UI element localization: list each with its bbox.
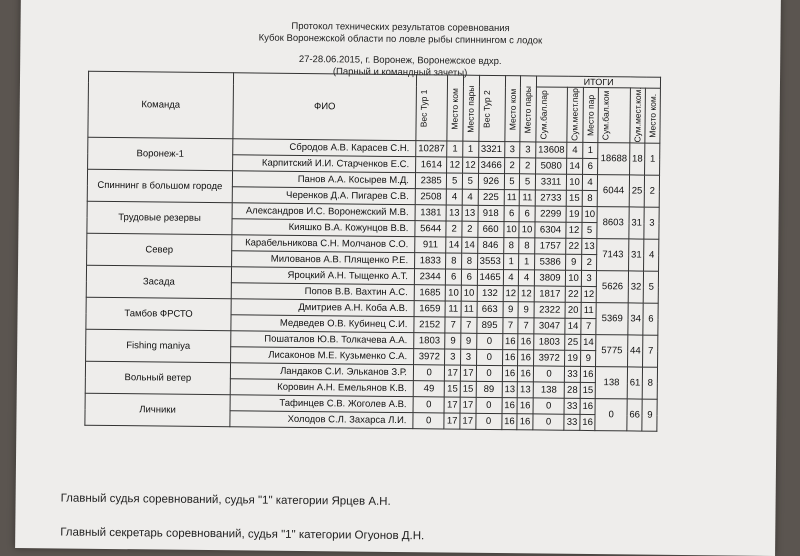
result-cell: 6 [446,269,462,285]
results-table [84,71,661,432]
team-total-cell: 2 [645,175,660,207]
result-cell: 13 [502,382,518,398]
team-name: Тамбов ФРСТО [86,297,231,331]
team-name: Личники [85,393,230,427]
result-cell: 5 [504,174,520,190]
col-header: Сум.бал.пар [538,89,549,140]
result-cell: 11 [445,301,461,317]
result-cell: 918 [478,205,504,221]
result-cell: 2299 [535,206,567,222]
result-cell: 9 [580,350,596,366]
pair-names: Панов А.А. Косырев М.Д. [232,171,415,189]
result-cell: 0 [533,414,565,430]
result-cell: 6 [519,206,535,222]
result-cell: 1 [447,141,463,157]
col-header: Место ком [507,87,518,130]
result-cell: 10 [504,222,520,238]
team-total-cell: 34 [628,303,644,335]
result-cell: 1803 [534,334,566,350]
team-total-cell: 66 [627,399,643,431]
results-body [85,137,660,431]
result-cell: 1803 [414,333,446,349]
result-cell: 2 [462,221,478,237]
col-header: Сум.мест.пар [569,88,581,142]
result-cell: 16 [502,398,518,414]
result-cell: 12 [463,157,479,173]
result-cell: 8 [446,253,462,269]
team-total-cell: 32 [628,271,644,303]
result-cell: 3311 [535,174,567,190]
result-cell: 8 [519,238,535,254]
col-header: Вес Тур 2 [481,89,492,128]
result-cell: 3809 [534,270,566,286]
result-cell: 1817 [534,286,566,302]
result-cell: 33 [564,398,580,414]
team-total-cell: 138 [596,367,628,399]
result-cell: 16 [502,414,518,430]
result-cell: 7 [503,318,519,334]
team-name: Вольный ветер [85,361,230,395]
result-cell: 3553 [477,253,503,269]
result-cell: 22 [565,286,581,302]
result-cell: 12 [566,222,582,238]
result-cell: 4 [519,270,535,286]
doc-date-place: 27-28.06.2015, г. Воронеж, Воронежское вдхр. [298,53,502,68]
result-cell: 14 [462,237,478,253]
result-cell: 7 [461,317,477,333]
result-cell: 17 [444,413,460,429]
result-cell: 5 [462,173,478,189]
result-cell: 3047 [534,318,566,334]
team-total-cell: 31 [628,239,644,271]
secretary-signature-line: Главный секретарь соревнований, судья "1" категории Огуонов Д.Н. [60,526,425,543]
result-cell: 15 [460,381,476,397]
result-cell: 1 [519,254,535,270]
pair-names: Ландаков С.И. Эльканов З.Р. [230,363,413,381]
result-cell: 16 [502,334,518,350]
result-cell: 1659 [414,301,446,317]
result-cell: 13608 [536,142,568,158]
result-cell: 911 [415,237,447,253]
col-header: Место ком [449,87,461,129]
result-cell: 11 [461,301,477,317]
result-cell: 926 [478,173,504,189]
team-total-cell: 5369 [596,303,628,335]
team-total-cell: 7 [643,335,658,367]
col-header: Место пары [465,84,476,132]
result-cell: 16 [518,350,534,366]
pair-names: Коровин А.Н. Емельянов К.В. [230,379,413,397]
pair-names: Сбродов А.В. Карасев С.Н. [233,139,416,157]
pair-names: Черенков Д.А. Пигарев С.В. [232,187,415,205]
col-header: Вес Тур 1 [418,88,429,127]
result-cell: 28 [564,382,580,398]
result-cell: 5386 [534,254,566,270]
result-cell: 15 [566,190,582,206]
result-cell: 4 [582,174,598,190]
result-cell: 17 [460,397,476,413]
col-team-header: Команда [88,71,234,139]
team-total-cell: 6 [643,303,658,335]
result-cell: 19 [566,206,582,222]
col-header: Сум.бал.ком [600,90,612,141]
result-cell: 2 [504,158,520,174]
team-total-cell: 31 [629,207,645,239]
team-total-cell: 1 [645,143,660,175]
result-cell: 9 [503,302,519,318]
team-total-cell: 44 [627,335,643,367]
col-header: Место пар [585,94,596,136]
result-cell: 1 [503,254,519,270]
result-cell: 3972 [414,349,446,365]
result-cell: 33 [564,414,580,430]
team-total-cell: 18688 [598,143,630,175]
judge-signature-line: Главный судья соревнований, судья "1" категории Ярцев А.Н. [60,492,391,508]
document-page [15,0,781,556]
team-total-cell: 3 [644,207,659,239]
result-cell: 49 [413,381,445,397]
result-cell: 3 [445,349,461,365]
result-cell: 8 [462,253,478,269]
result-cell: 9 [566,254,582,270]
result-cell: 11 [519,190,535,206]
result-cell: 16 [517,398,533,414]
team-total-cell: 5 [644,271,659,303]
result-cell: 12 [503,286,519,302]
result-cell: 3972 [533,350,565,366]
result-cell: 11 [504,190,520,206]
result-cell: 2152 [414,317,446,333]
result-cell: 8 [503,238,519,254]
result-cell: 10 [567,174,583,190]
result-cell: 2344 [414,269,446,285]
pair-names: Кияшко В.А. Кожунцов В.В. [232,219,415,237]
result-cell: 0 [413,397,445,413]
result-cell: 33 [565,366,581,382]
doc-note: (Парный и командный зачеты) [332,66,468,79]
result-cell: 0 [533,398,565,414]
result-cell: 10 [446,285,462,301]
team-name: Трудовые резервы [87,201,232,235]
result-cell: 5 [582,222,598,238]
result-cell: 19 [565,350,581,366]
pair-names: Лисаконов М.Е. Кузьменко С.А. [231,347,414,365]
result-cell: 846 [477,237,503,253]
result-cell: 5080 [535,158,567,174]
col-header: Место пары [522,85,534,133]
result-cell: 7 [581,318,597,334]
result-cell: 89 [476,381,502,397]
pair-names: Яроцкий А.Н. Тыщенко А.Т. [231,267,414,285]
result-cell: 17 [445,365,461,381]
itogi-header: ИТОГИ [536,76,661,88]
result-cell: 12 [518,286,534,302]
pair-names: Тафинцев С.В. Жоголев А.В. [230,395,413,413]
result-cell: 0 [476,365,502,381]
pair-names: Дмитриев А.Н. Коба А.В. [231,299,414,317]
result-cell: 1833 [415,253,447,269]
result-cell: 3466 [478,157,504,173]
result-cell: 16 [502,350,518,366]
result-cell: 1757 [535,238,567,254]
result-cell: 2385 [415,173,447,189]
result-cell: 17 [460,413,476,429]
result-cell: 7 [518,318,534,334]
result-cell: 1 [463,141,479,157]
result-cell: 16 [518,366,534,382]
result-cell: 17 [444,397,460,413]
team-total-cell: 5775 [596,335,628,367]
doc-subtitle: Кубок Воронежской области по ловле рыбы спиннингом с лодок [258,32,543,47]
result-cell: 3 [461,349,477,365]
result-cell: 138 [533,382,565,398]
result-cell: 225 [478,189,504,205]
team-total-cell: 8 [643,367,658,399]
col-header: Место ком. [647,93,659,138]
result-cell: 25 [565,334,581,350]
result-cell: 0 [533,366,565,382]
result-cell: 0 [413,365,445,381]
result-cell: 895 [476,317,502,333]
result-cell: 2 [520,158,536,174]
pair-names: Милованов А.В. Плященко Р.Е. [232,251,415,269]
team-total-cell: 18 [629,143,645,175]
result-cell: 6 [582,158,598,174]
result-cell: 132 [477,285,503,301]
result-cell: 10 [582,206,598,222]
result-cell: 10287 [416,141,448,157]
team-name: Засада [86,265,231,299]
result-cell: 3 [504,142,520,158]
result-cell: 8 [582,190,598,206]
team-total-cell: 9 [642,399,657,431]
result-cell: 16 [518,334,534,350]
result-cell: 13 [462,205,478,221]
result-cell: 0 [476,349,502,365]
result-cell: 6304 [535,222,567,238]
result-cell: 2508 [415,189,447,205]
result-cell: 15 [445,381,461,397]
result-cell: 13 [582,238,598,254]
pair-names: Александров И.С. Воронежский М.В. [232,203,415,221]
team-name: Спиннинг в большом городе [87,169,232,203]
team-name: Fishing maniya [86,329,231,363]
result-cell: 9 [445,333,461,349]
team-name: Север [87,233,232,267]
result-cell: 20 [565,302,581,318]
result-cell: 4 [462,189,478,205]
pair-names: Попов В.В. Вахтин А.С. [231,283,414,301]
result-cell: 3 [581,270,597,286]
result-cell: 0 [476,333,502,349]
result-cell: 0 [476,397,502,413]
result-cell: 1381 [415,205,447,221]
result-cell: 16 [502,366,518,382]
pair-names: Пошаталов Ю.В. Толкачева А.А. [231,331,414,349]
result-cell: 6 [504,206,520,222]
result-cell: 5644 [415,221,447,237]
result-cell: 10 [519,222,535,238]
result-cell: 2322 [534,302,566,318]
result-cell: 13 [517,382,533,398]
doc-title: Протокол технических результатов соревнования [291,20,510,35]
result-cell: 12 [581,286,597,302]
result-cell: 2733 [535,190,567,206]
col-fio-header: ФИО [233,73,417,141]
result-cell: 9 [518,302,534,318]
result-cell: 10 [461,285,477,301]
result-cell: 15 [580,382,596,398]
result-cell: 14 [567,158,583,174]
team-total-cell: 61 [627,367,643,399]
result-cell: 1685 [414,285,446,301]
result-cell: 2 [446,221,462,237]
result-cell: 14 [446,237,462,253]
team-total-cell: 7143 [597,239,629,271]
result-cell: 16 [580,398,596,414]
team-total-cell: 25 [629,175,645,207]
result-cell: 13 [446,205,462,221]
pair-names: Медведев О.В. Кубинец С.И. [231,315,414,333]
team-total-cell: 5626 [597,271,629,303]
result-cell: 16 [580,414,596,430]
pair-names: Карабельникова С.Н. Молчанов С.О. [232,235,415,253]
result-cell: 5 [447,173,463,189]
pair-names: Холодов С.Л. Захарса Л.И. [230,411,413,429]
result-cell: 0 [413,413,445,429]
result-cell: 17 [460,365,476,381]
team-total-cell: 8603 [597,207,629,239]
result-cell: 3 [520,142,536,158]
result-cell: 4 [503,270,519,286]
result-cell: 4 [567,142,583,158]
result-cell: 16 [580,366,596,382]
result-cell: 22 [566,238,582,254]
result-cell: 4 [447,189,463,205]
team-total-cell: 6044 [598,175,630,207]
result-cell: 1465 [477,269,503,285]
result-cell: 3321 [478,141,504,157]
team-name: Воронеж-1 [88,137,233,171]
result-cell: 1 [583,142,599,158]
col-header: Сум.мест.ком. [632,87,643,143]
result-cell: 14 [565,318,581,334]
team-total-cell: 4 [644,239,659,271]
result-cell: 5 [520,174,536,190]
result-cell: 663 [477,301,503,317]
result-cell: 9 [461,333,477,349]
result-cell: 7 [445,317,461,333]
pair-names: Карпитский И.И. Старченков Е.С. [233,155,416,173]
result-cell: 6 [461,269,477,285]
result-cell: 10 [566,270,582,286]
result-cell: 1614 [416,157,448,173]
result-cell: 2 [581,254,597,270]
result-cell: 14 [581,334,597,350]
result-cell: 660 [477,221,503,237]
result-cell: 0 [475,413,501,429]
result-cell: 12 [447,157,463,173]
team-total-cell: 0 [595,399,627,431]
result-cell: 11 [581,302,597,318]
result-cell: 16 [517,414,533,430]
